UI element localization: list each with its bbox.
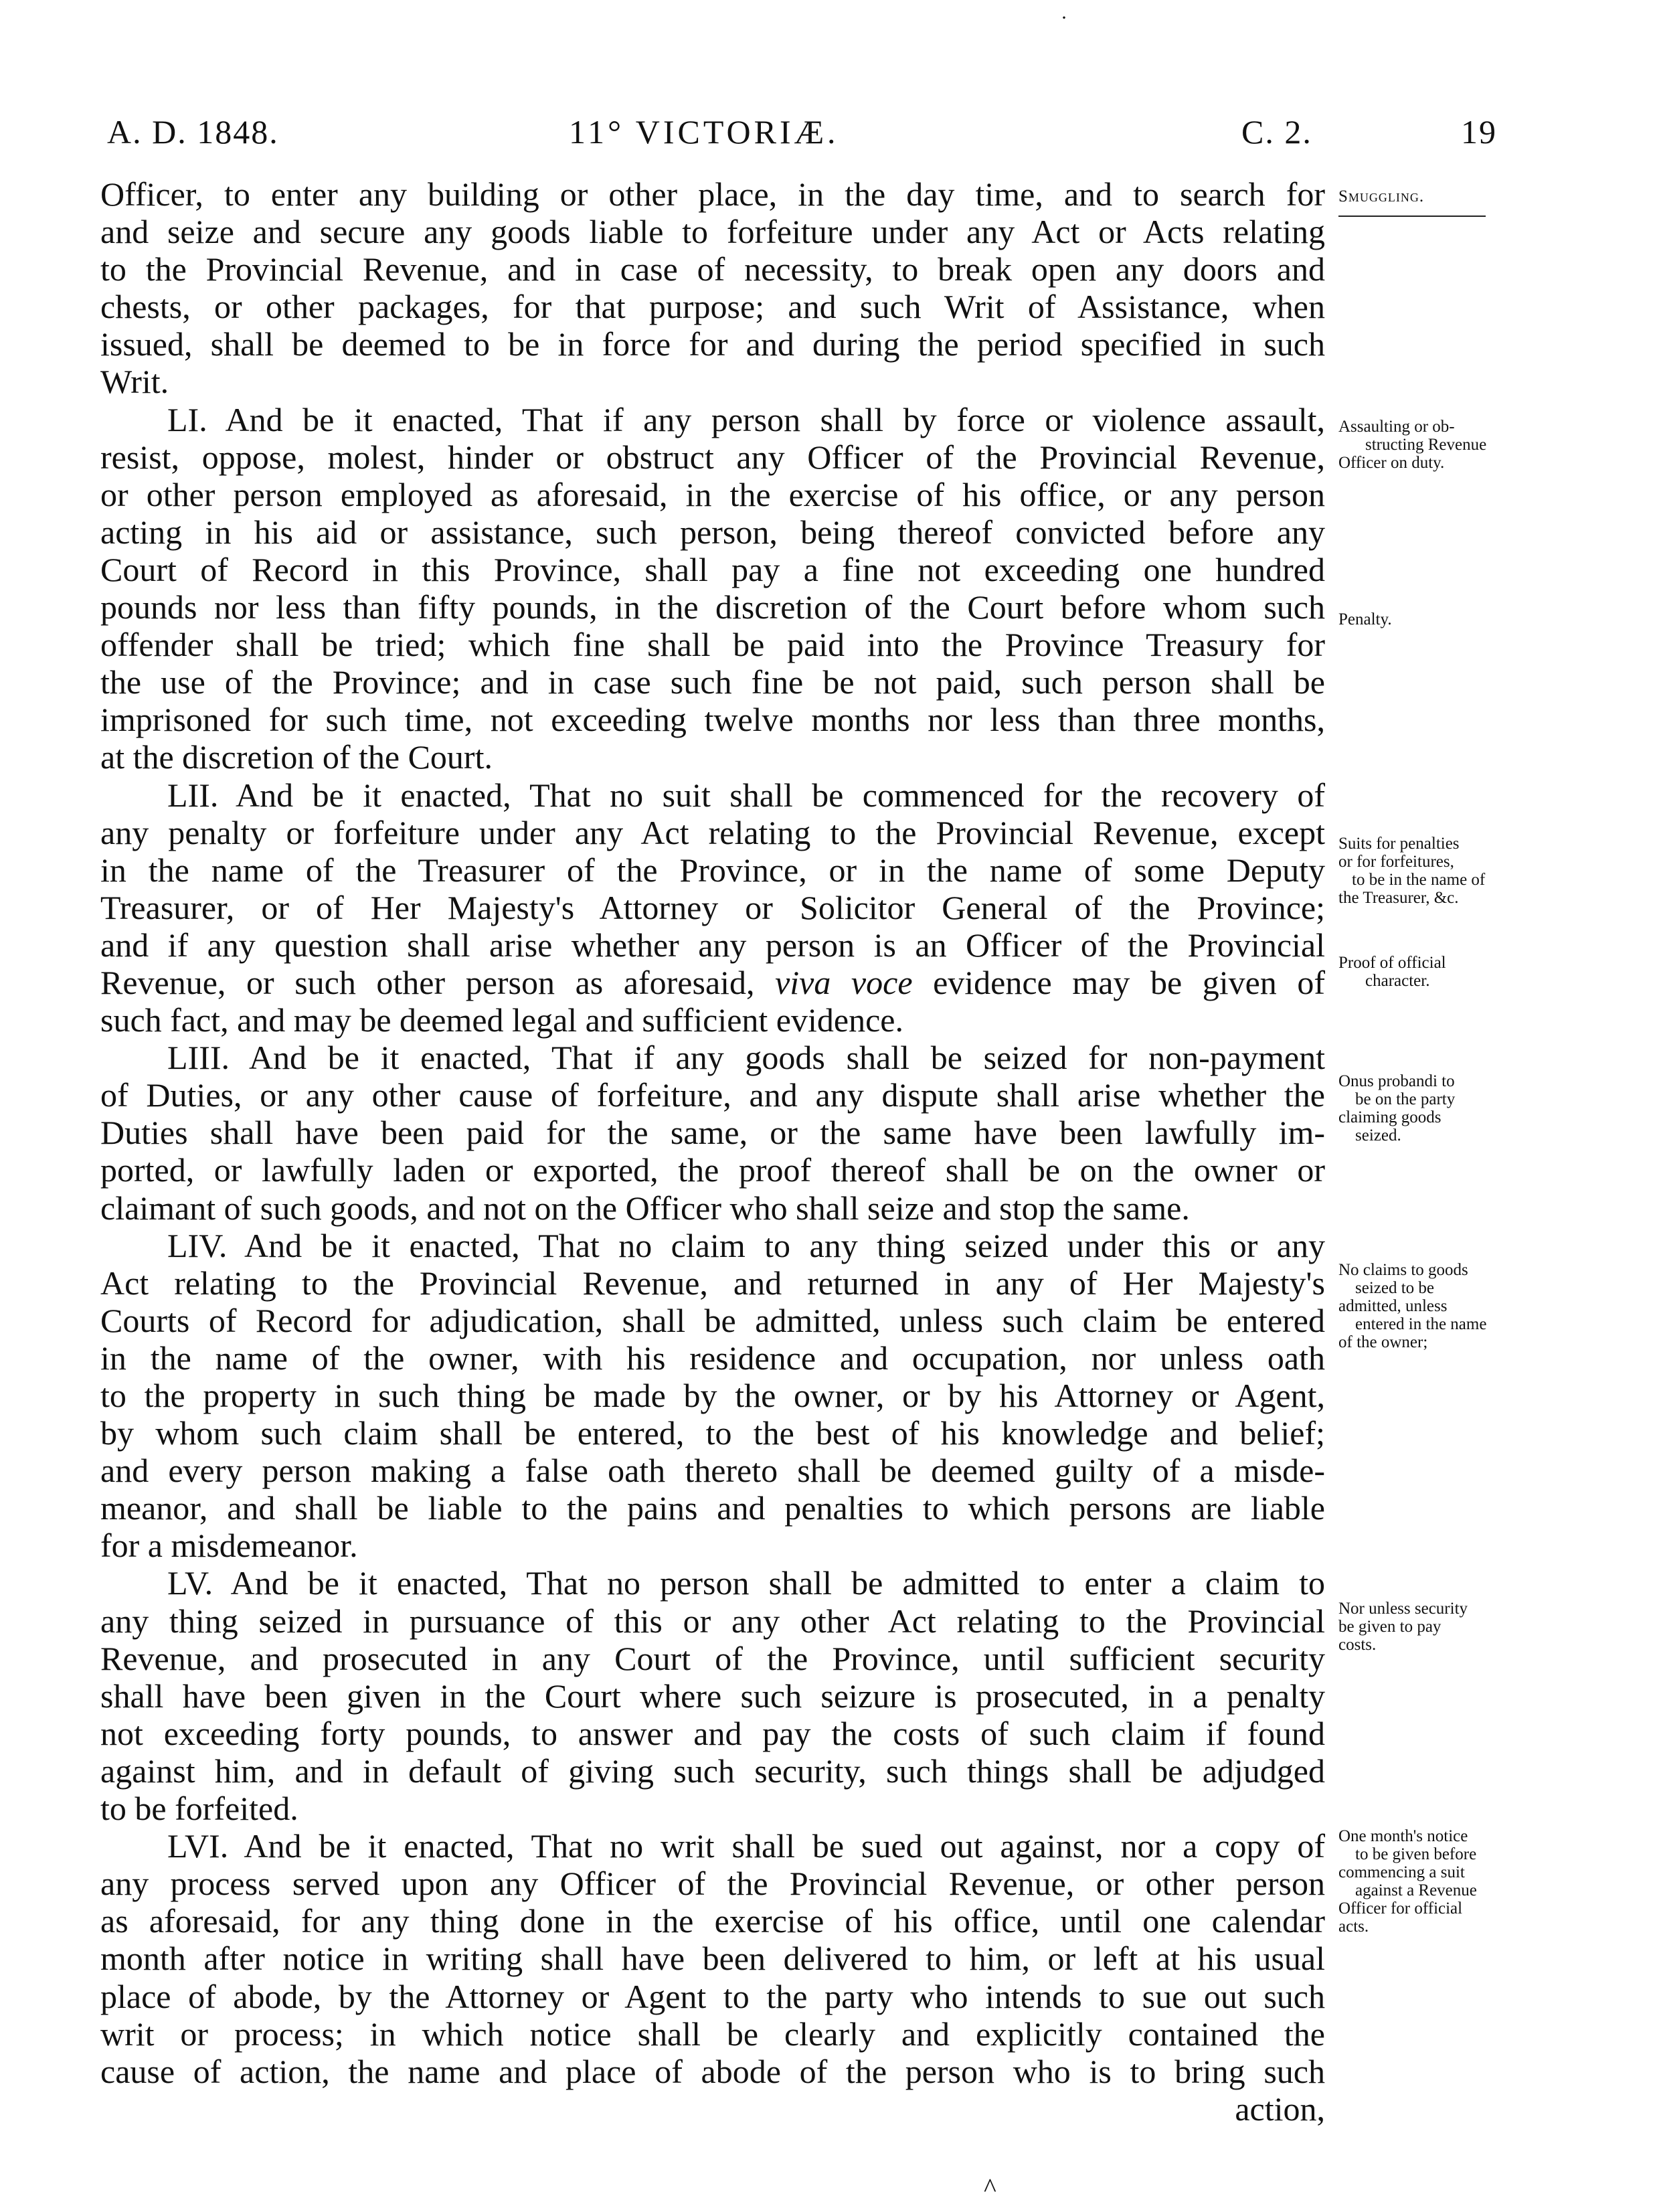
text-line: imprisoned for such time, not exceeding twelve months nor less than three months, [100,701,1325,739]
text-line: cause of action, the name and place of abode of the person who is to bring such [100,2052,1325,2090]
text-line: Treasurer, or of Her Majesty's Attorney or Solicitor General of the Province; [100,888,1325,926]
text-line: Court of Record in this Province, shall pay a fine not exceeding one hundred [100,550,1325,588]
text-line: month after notice in writing shall have been delivered to him, or left at his usual [100,1940,1325,1978]
text-line: to the Provincial Revenue, and in case of necessity, to break open any doors and [100,250,1325,288]
section-start-line: LII. And be it enacted, That no suit shall be commenced for the recovery of [167,776,1325,814]
text-line: claimant of such goods, and not on the Officer who shall seize and stop the same. [100,1189,1190,1227]
margin-note-no-claims: admitted, unless [1338,1297,1448,1315]
text-line: issued, shall be deemed to be in force for and during the period specified in such [100,325,1325,363]
margin-note-no-claims: seized to be [1355,1279,1435,1297]
section-start-line: LVI. And be it enacted, That no writ shall be sued out against, nor a copy of [167,1827,1325,1865]
text-line: of Duties, or any other cause of forfeiture, and any dispute shall arise whether the [100,1076,1325,1114]
margin-note-assaulting: structing Revenue [1365,436,1487,454]
text-line: in the name of the Treasurer of the Province, or in the name of some Deputy [100,851,1325,889]
text-line: and if any question shall arise whether any person is an Officer of the Provincial [100,926,1325,964]
text-line: as aforesaid, for any thing done in the exercise of his office, until one calendar [100,1902,1325,1940]
text-line: any process served upon any Officer of the Provincial Revenue, or other person [100,1865,1325,1903]
section-start-line: LIII. And be it enacted, That if any goods shall be seized for non-payment [167,1039,1325,1077]
text-line: Duties shall have been paid for the same, or the same have been lawfully im- [100,1114,1325,1152]
margin-note-penalty: Penalty. [1338,610,1392,628]
margin-note-security: Nor unless security [1338,1600,1468,1618]
page-number: 19 [1461,113,1497,151]
text-line: Act relating to the Provincial Revenue, and returned in any of Her Majesty's [100,1264,1325,1302]
margin-note-suits: or for forfeitures, [1338,853,1454,871]
margin-note-notice: against a Revenue [1355,1881,1477,1899]
margin-note-suits: Suits for penalties [1338,835,1460,853]
margin-note-security: be given to pay [1338,1618,1442,1636]
header-chapter: C. 2. [1241,113,1312,151]
text-line: in the name of the owner, with his residence and occupation, nor unless oath [100,1339,1325,1377]
text-line: ported, or lawfully laden or exported, the proof thereof shall be on the owner or [100,1151,1325,1189]
text-line: Revenue, or such other person as aforesaid, viva voce evidence may be given of [100,963,1326,1001]
margin-note-onus: be on the party [1355,1090,1456,1108]
text-line: offender shall be tried; which fine shall be paid into the Province Treasury for [100,626,1325,664]
text-line: Courts of Record for adjudication, shall be admitted, unless such claim be entered [100,1301,1325,1339]
margin-note-onus: seized. [1355,1126,1401,1144]
margin-note-no-claims: No claims to goods [1338,1261,1468,1279]
text-line: pounds nor less than fifty pounds, in the discretion of the Court before whom such [100,588,1325,626]
text-line: not exceeding forty pounds, to answer and pay the costs of such claim if found [100,1714,1325,1752]
margin-note-no-claims: entered in the name [1355,1315,1487,1333]
text-line: place of abode, by the Attorney or Agent to the party who intends to sue out such [100,1977,1325,2015]
margin-note-proof: character. [1365,972,1430,990]
margin-note-smuggling: Smuggling. [1338,187,1425,205]
text-line: to be forfeited. [100,1790,298,1828]
marginal-rule [1338,216,1486,217]
italic-phrase: viva voce [775,963,913,1001]
text-line: meanor, and shall be liable to the pains and penalties to which persons are liable [100,1489,1325,1527]
margin-note-suits: the Treasurer, &c. [1338,889,1459,907]
section-start-line: LV. And be it enacted, That no person shall be admitted to enter a claim to [167,1564,1325,1602]
text-line: the use of the Province; and in case such fine be not paid, such person shall be [100,663,1325,701]
text-line: any penalty or forfeiture under any Act relating to the Provincial Revenue, except [100,813,1325,851]
text-line: writ or process; in which notice shall be clearly and explicitly contained the [100,2015,1325,2053]
header-title: 11° VICTORIÆ. [569,113,839,151]
margin-note-assaulting: Assaulting or ob- [1338,418,1455,436]
text-line: Officer, to enter any building or other place, in the day time, and to search for [100,175,1325,213]
header-year: A. D. 1848. [107,113,279,151]
margin-note-notice: One month's notice [1338,1827,1468,1845]
margin-note-proof: Proof of official [1338,954,1446,972]
text-line: Writ. [100,363,169,401]
margin-note-notice: to be given before [1355,1845,1477,1863]
text-line: or other person employed as aforesaid, in the exercise of his office, or any person [100,475,1325,513]
text-line: and seize and secure any goods liable to forfeiture under any Act or Acts relating [100,213,1325,251]
margin-note-assaulting: Officer on duty. [1338,454,1445,472]
running-header [0,0,1657,161]
text-line: any thing seized in pursuance of this or any other Act relating to the Provincial [100,1602,1325,1640]
text-line: at the discretion of the Court. [100,738,493,776]
text-line: chests, or other packages, for that purpose; and such Writ of Assistance, when [100,288,1325,326]
text-line: shall have been given in the Court where such seizure is prosecuted, in a penalty [100,1677,1325,1715]
margin-note-no-claims: of the owner; [1338,1333,1428,1351]
section-start-line: LI. And be it enacted, That if any person shall by force or violence assault, [167,400,1325,438]
margin-note-security: costs. [1338,1636,1377,1654]
text-line: against him, and in default of giving such security, such things shall be adjudged [100,1752,1325,1790]
print-speck: · [1061,7,1067,29]
text-line: for a misdemeanor. [100,1527,358,1565]
text-line: by whom such claim shall be entered, to the best of his knowledge and belief; [100,1414,1325,1452]
text-line: to the property in such thing be made by the owner, or by his Attorney or Agent, [100,1377,1325,1414]
text-line: acting in his aid or assistance, such person, being thereof convicted before any [100,513,1325,551]
statute-text [100,175,1325,2128]
text-line: and every person making a false oath thereto shall be deemed guilty of a misde- [100,1452,1325,1490]
print-caret: ^ [984,2173,996,2203]
section-start-line: LIV. And be it enacted, That no claim to any thing seized under this or any [167,1226,1325,1264]
text-line: resist, oppose, molest, hinder or obstruct any Officer of the Provincial Revenue, [100,438,1325,476]
text-line: such fact, and may be deemed legal and sufficient evidence. [100,1001,903,1039]
margin-note-notice: commencing a suit [1338,1863,1465,1881]
catchword-line: action, [1235,2090,1325,2128]
margin-note-onus: Onus probandi to [1338,1072,1455,1090]
margin-note-suits: to be in the name of [1352,871,1486,889]
text-line: Revenue, and prosecuted in any Court of the Province, until sufficient security [100,1639,1325,1677]
margin-note-notice: Officer for official [1338,1899,1463,1918]
margin-note-notice: acts. [1338,1918,1369,1936]
margin-note-onus: claiming goods [1338,1108,1442,1126]
